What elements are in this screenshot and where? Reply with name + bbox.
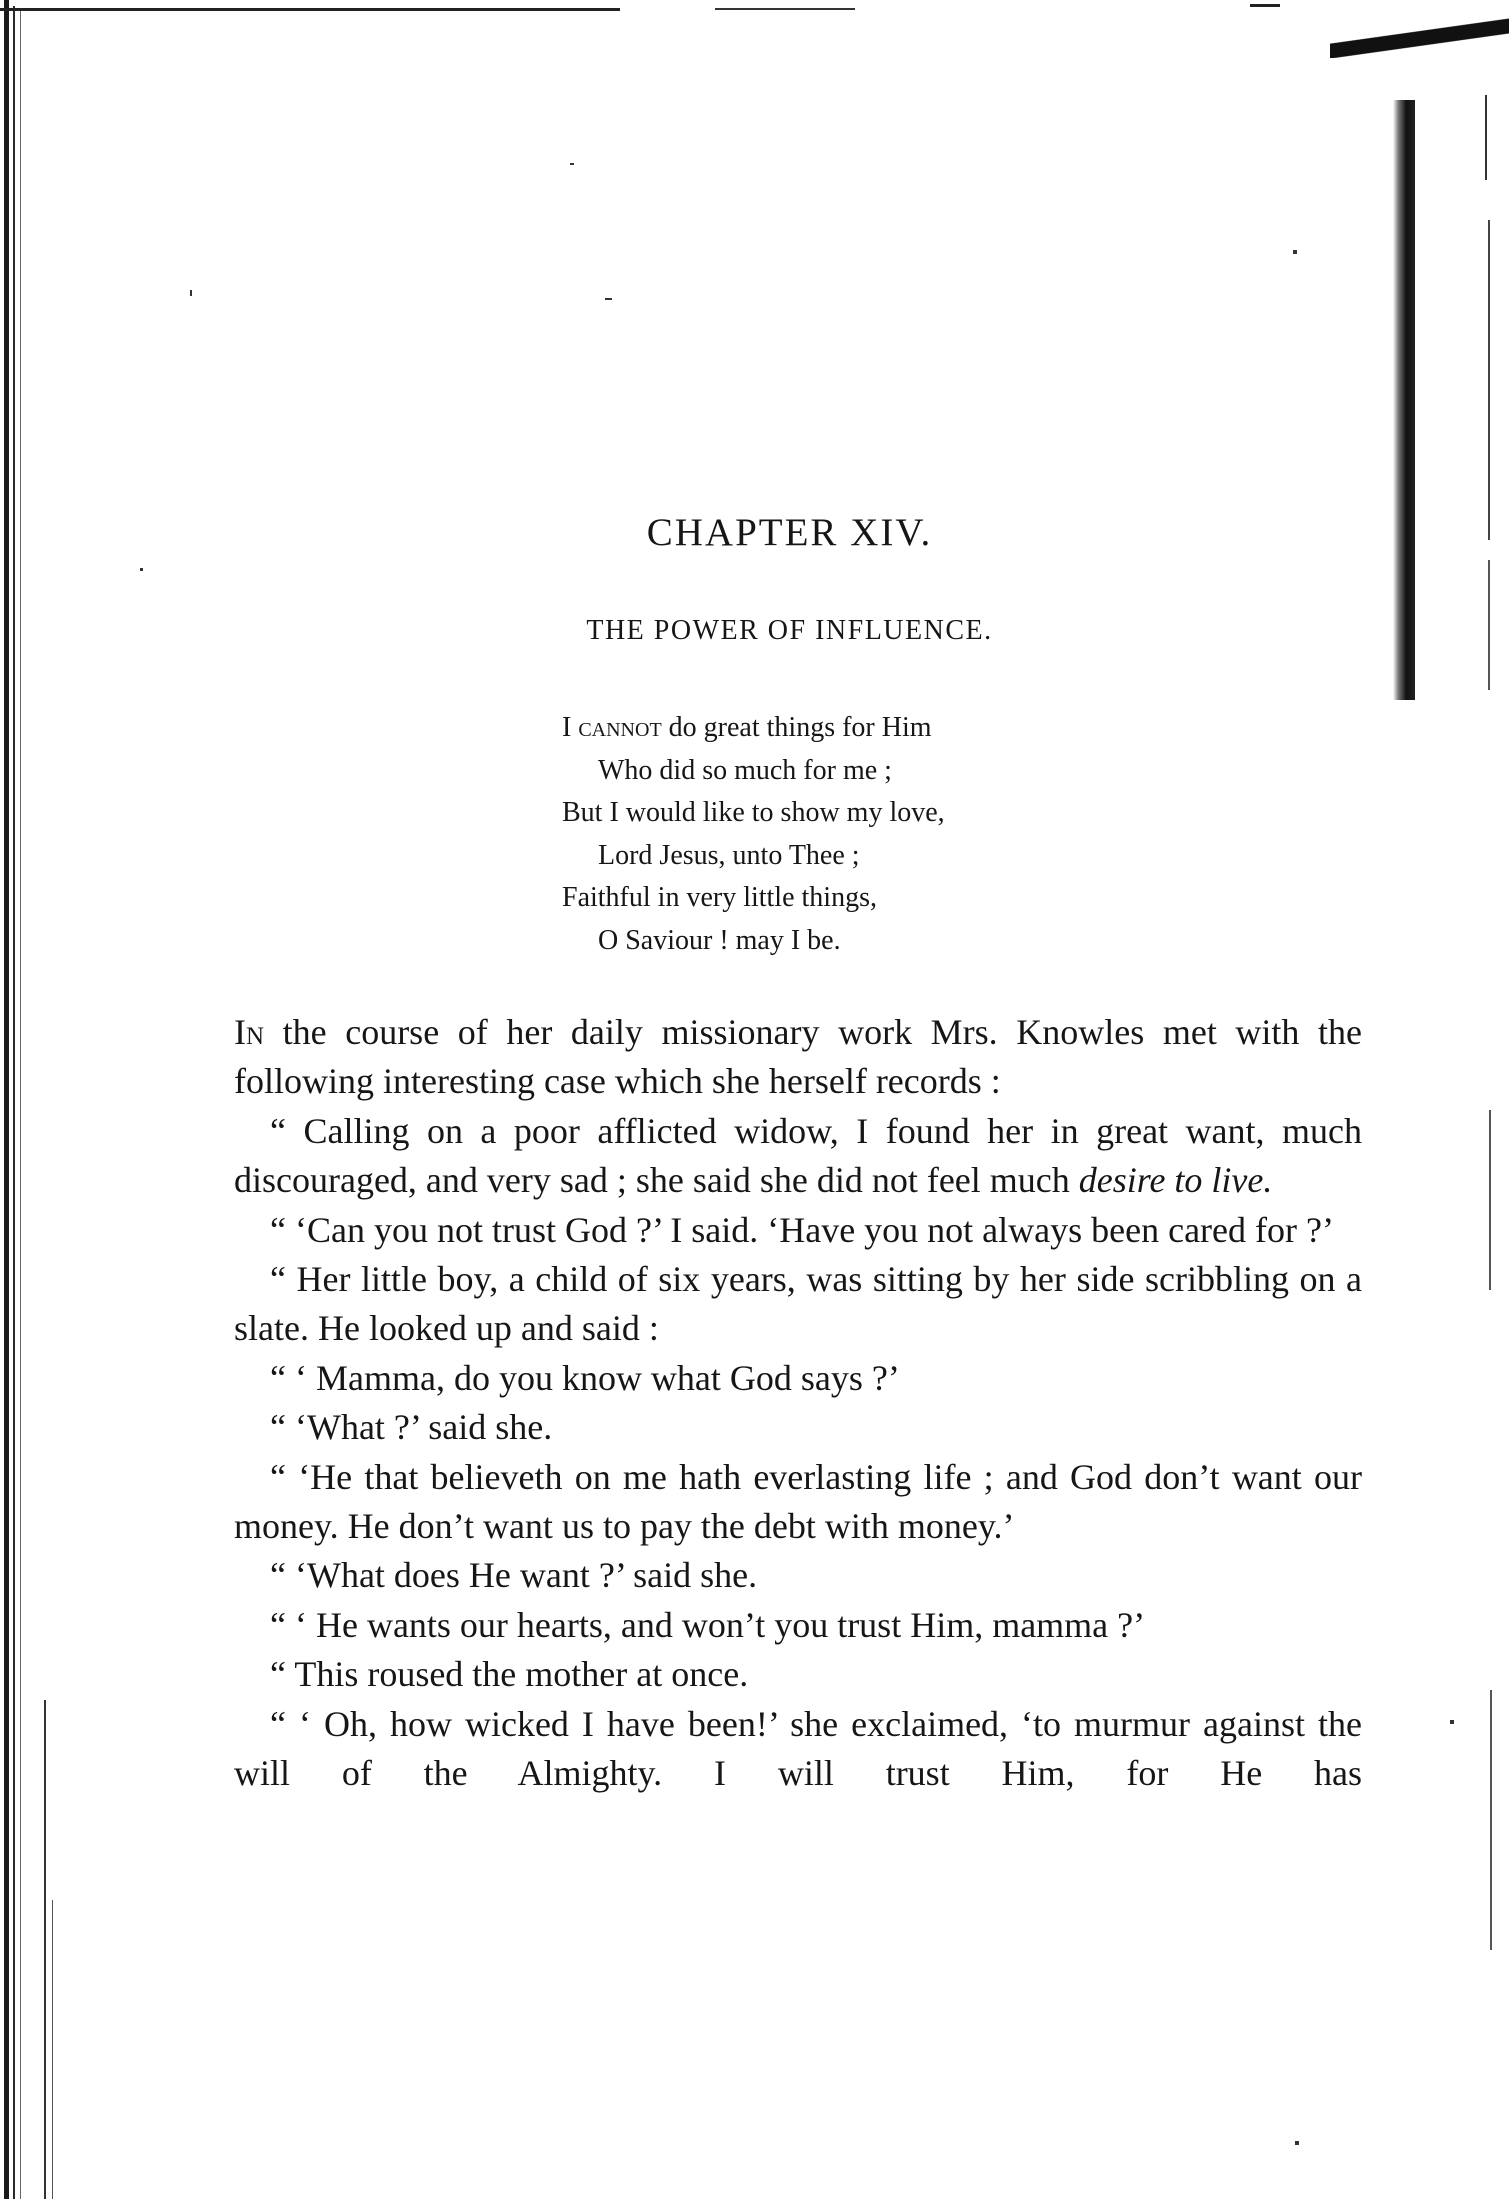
- paragraph: In the course of her daily missionary work Mrs. Knowles met with the following interesting case which she herself records :: [234, 1012, 1362, 1102]
- scan-edge-left-line: [20, 10, 21, 2199]
- scan-speck: [570, 163, 574, 165]
- paragraph: “ ‘What does He want ?’ said she.: [270, 1555, 758, 1596]
- poem-line: Who did so much for me ;: [598, 754, 892, 786]
- scan-speck: [140, 568, 143, 571]
- scan-edge-left-lower: [44, 1700, 46, 2199]
- paragraph: “ ‘Can you not trust God ?’ I said. ‘Have you not always been cared for ?’: [270, 1209, 1334, 1250]
- scan-edge-top: [0, 8, 620, 11]
- paragraph: “ ‘What ?’ said she.: [270, 1407, 553, 1448]
- poem-line: I cannot do great things for Him: [562, 712, 932, 743]
- paragraph-lead: In: [234, 1012, 265, 1052]
- poem-line: Faithful in very little things,: [562, 882, 877, 913]
- poem-line: But I would like to show my love,: [562, 797, 945, 828]
- scan-speck: [1450, 1720, 1454, 1724]
- scan-edge-right-shadow: [1393, 100, 1415, 700]
- scan-edge-top-right: [1250, 4, 1280, 7]
- scan-speck: [190, 290, 192, 296]
- paragraph: “ Her little boy, a child of six years, was sitting by her side scribbling on a slate. He looked up and said :: [234, 1259, 1362, 1349]
- chapter-subtitle: THE POWER OF INFLUENCE.: [586, 615, 993, 646]
- body-text: [234, 1008, 1362, 1799]
- scan-speck: [1295, 2141, 1299, 2145]
- paragraph: “ ‘ Mamma, do you know what God says ?’: [270, 1357, 900, 1398]
- paragraph: “ ‘ He wants our hearts, and won’t you trust Him, mamma ?’: [270, 1604, 1146, 1645]
- scan-edge-top-mid: [715, 8, 855, 10]
- scan-edge-left-inner: [13, 6, 15, 2199]
- emphasis-text: desire to live.: [1078, 1160, 1273, 1201]
- paragraph: “ This roused the mother at once.: [270, 1654, 749, 1695]
- scan-speck: [605, 298, 612, 300]
- scan-edge-left: [4, 0, 9, 2199]
- scan-edge-right-line: [1485, 95, 1487, 180]
- scan-speck: [1293, 250, 1297, 254]
- poem-line: Lord Jesus, unto Thee ;: [598, 839, 860, 871]
- scan-edge-right-line-2: [1488, 220, 1490, 540]
- paragraph: “ ‘He that believeth on me hath everlasting life ; and God don’t want our money. He don’t want us to pay the debt with money.’: [234, 1456, 1362, 1547]
- scan-edge-right-line-4: [1489, 1110, 1491, 1290]
- scan-edge-right-line-5: [1490, 1690, 1492, 1950]
- chapter-title: CHAPTER XIV.: [646, 511, 933, 554]
- scan-edge-left-lower-2: [52, 1900, 53, 2199]
- scan-corner-fold: [1330, 0, 1509, 58]
- paragraph: “ ‘ Oh, how wicked I have been!’ she exclaimed, ‘to murmur against the will of the Almighty. I will trust Him, for He has: [234, 1703, 1362, 1794]
- poem-small-caps: cannot: [578, 712, 662, 743]
- paragraph: “ Calling on a poor afflicted widow, I found her in great want, much discouraged, and very sad ; she said she did not feel much desire to live.: [234, 1110, 1362, 1201]
- epigraph-poem: [562, 707, 945, 962]
- poem-line: O Saviour ! may I be.: [598, 924, 841, 956]
